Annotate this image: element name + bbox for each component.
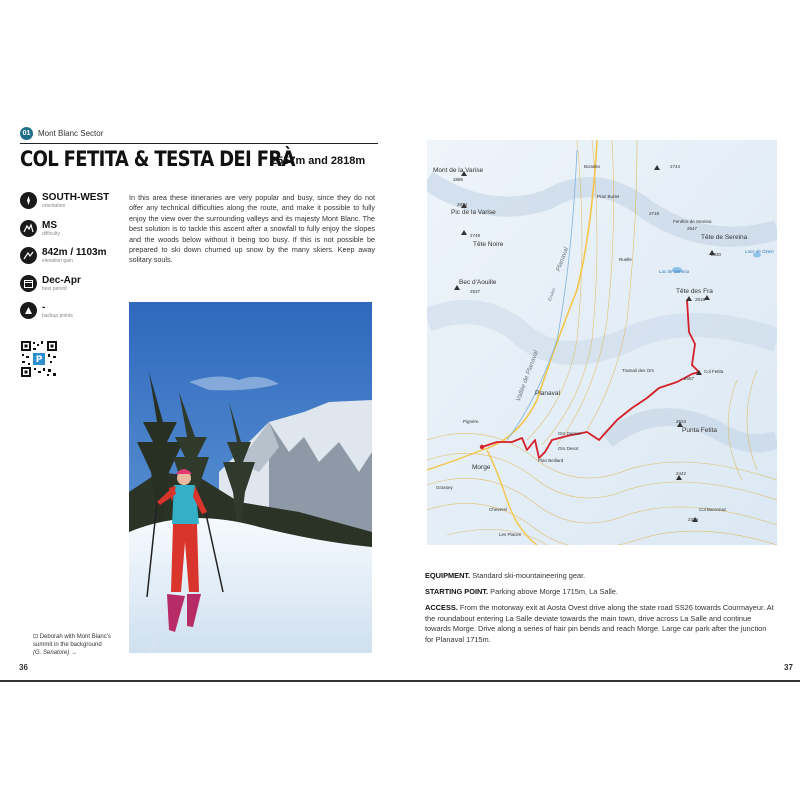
- map-label-lacs-ozein: Lacs de Ozein: [745, 249, 774, 254]
- caption-credit: (G. Senatore): [33, 650, 70, 656]
- info-period: [20, 275, 130, 293]
- map-label-elev-2319: 2319: [688, 517, 699, 522]
- map-label-pignere: Pignère: [463, 419, 479, 424]
- route-title: COL FETITA & TESTA DEI FRÀ: [20, 147, 295, 171]
- header-rule: [20, 143, 378, 144]
- intro-text: In this area these itineraries are very popular and busy, since they do not offer any technical difficulties along the route, and make it possible to fully enjoy the view over the surrounding valleys and its majesty Mont Blanc. The best solution is to tackle this ascent after a snowfall to fully enjoy the slopes and the woods below without it being too busy. If this is not possible be prepared to ski down churned up snow by the many skiers. Keep away solitary souls.: [129, 193, 375, 265]
- access-paragraph: [425, 603, 777, 645]
- compass-icon: [20, 192, 37, 209]
- map-label-les-places: Les Places: [499, 532, 522, 537]
- period-value: Dec-Apr: [42, 275, 81, 286]
- map-label-elev-2749: 2749: [470, 233, 481, 238]
- map-label-vallon: Planaval: [555, 246, 571, 273]
- access-label: ACCESS.: [425, 603, 458, 612]
- map-label-elev-2547: 2547: [687, 226, 698, 231]
- map-label-pic-varise: Pic de la Varise: [451, 209, 496, 216]
- equipment-paragraph: [425, 571, 777, 582]
- map-label-morge: Morge: [472, 464, 491, 471]
- equipment-text: Standard ski-mountaineering gear.: [472, 571, 586, 580]
- map-label-ors-desot: Ors Desot: [558, 446, 579, 451]
- map-label-ecules: Écules: [547, 287, 557, 302]
- map-label-planaval: Planaval: [535, 390, 560, 397]
- map-label-tete-sereina: Tête de Sereina: [701, 234, 748, 241]
- map-label-elev-2557: 2557: [684, 376, 695, 381]
- map-label-ruelle: Ruelle: [619, 257, 632, 262]
- sector-name: Mont Blanc Sector: [38, 129, 104, 138]
- map-label-bec-aouille: Bec d'Aouille: [459, 279, 497, 286]
- map-label-cheverel: Cheverel: [489, 507, 508, 512]
- map-label-col-baronnaz: Col Baronnaz: [699, 507, 727, 512]
- map-label-tete-noire: Tête Noire: [473, 241, 504, 248]
- period-label: best period: [42, 286, 67, 292]
- map-label-bonalex: Bonalex: [584, 164, 601, 169]
- access-text: From the motorway exit at Aosta Ovest drive along the state road SS26 towards Courmayeur. At the roundabout entering La Salle deviate towards the main town, drive across La Salle and continue towards Morge. Drive along a series of hair pin bends and reach Morge. Large car park after the junction for Planaval 1715m.: [425, 603, 774, 644]
- info-elevation: [20, 247, 130, 265]
- elevation-label: elevation gain: [42, 258, 73, 264]
- map-label-elev-2623: 2623: [676, 419, 687, 424]
- map-label-ors-damon: Ors Damon: [558, 431, 582, 436]
- map-label-vallee: Vallée de Planaval: [515, 349, 540, 403]
- starting-point-text: Parking above Morge 1715m, La Salle.: [490, 587, 618, 596]
- map-label-tramail: Tramail des Ors: [622, 368, 654, 373]
- backup-icon: [20, 302, 37, 319]
- route-elevations: 2557m and 2818m: [271, 155, 366, 167]
- difficulty-value: MS: [42, 220, 57, 231]
- orientation-value: SOUTH-WEST: [42, 192, 110, 203]
- info-orientation: [20, 192, 130, 210]
- map-label-elev-2818: 2818: [695, 297, 706, 302]
- camera-icon: ⊡: [33, 634, 39, 640]
- calendar-icon: [20, 275, 37, 292]
- map-label-elev-2718: 2718: [649, 211, 660, 216]
- elevation-icon: [20, 247, 37, 264]
- page-number-right: 37: [784, 663, 793, 672]
- map-label-col-fetita: Col Fetita: [704, 369, 724, 374]
- map-label-elev-2830: 2830: [711, 252, 722, 257]
- sector-number-badge: 01: [20, 127, 33, 140]
- photo-caption: [33, 633, 123, 657]
- difficulty-icon: [20, 220, 37, 237]
- page-number-left: 36: [19, 663, 28, 672]
- map-label-tete-des-fra: Tête des Fra: [676, 288, 713, 295]
- caption-text: Deborah with Mont Blanc's summit in the background: [33, 634, 111, 648]
- difficulty-label: difficulty: [42, 231, 60, 237]
- map-label-elev-2537: 2537: [470, 289, 481, 294]
- map-label-fenetre: Fenêtre de Sereina: [673, 219, 712, 224]
- map-label-praz-burlet: Praz Burlet: [597, 194, 620, 199]
- orientation-label: orientation: [42, 203, 66, 209]
- bottom-rule: [0, 680, 800, 682]
- map-label-elev-2744: 2744: [670, 164, 681, 169]
- equipment-label: EQUIPMENT.: [425, 571, 471, 580]
- map-label-lac-sereina: Lac de Sereina: [659, 269, 690, 274]
- backup-label: backup points: [42, 313, 73, 319]
- route-map: [427, 140, 777, 545]
- svg-text:P: P: [35, 355, 43, 365]
- elevation-value: 842m / 1103m: [42, 247, 107, 258]
- arrow-right-icon: →: [71, 650, 78, 656]
- map-label-elev-2442: 2442: [676, 471, 687, 476]
- backup-value: -: [42, 302, 46, 313]
- map-label-grassey: Grassey: [436, 485, 453, 490]
- starting-point-paragraph: [425, 587, 777, 598]
- starting-point-label: STARTING POINT.: [425, 587, 489, 596]
- info-backup: [20, 302, 130, 320]
- map-label-punta-fetita: Punta Fetita: [682, 427, 718, 434]
- map-label-mont-varise: Mont de la Varise: [433, 167, 484, 174]
- map-label-elev-2886: 2886: [453, 177, 464, 182]
- qr-code[interactable]: [20, 340, 58, 378]
- map-label-plan-beillard: Plan Beillard: [538, 458, 564, 463]
- info-difficulty: [20, 220, 130, 238]
- skier-photo: [129, 302, 372, 653]
- page-title: [20, 147, 366, 171]
- map-label-elev-2874: 2874: [457, 202, 468, 207]
- sector-header: [20, 127, 103, 140]
